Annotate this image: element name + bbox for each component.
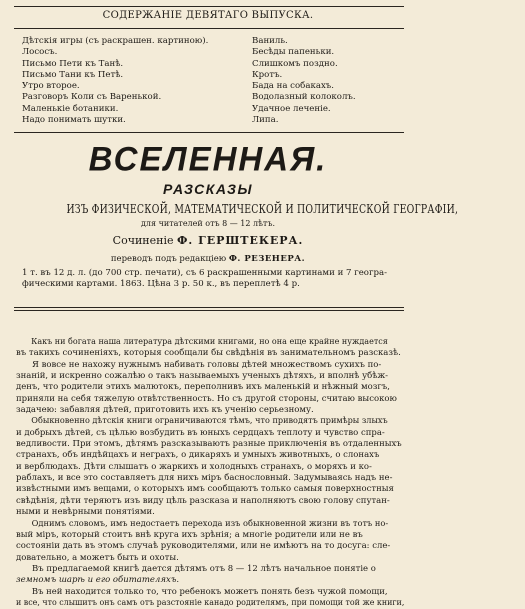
toc-item: [22, 70, 234, 81]
toc-item: Кротъ.: [252, 69, 283, 80]
editor-prefix: переводъ подъ редакціею: [110, 254, 227, 264]
body-line: и все, что слышитъ онъ самъ отъ разстояніе канадо родителямъ, при помощи той же книги,: [16, 597, 405, 608]
book-title: ВСЕЛЕННАЯ.: [88, 139, 328, 178]
book-subtitle: РАЗСКАЗЫ: [163, 181, 253, 197]
editor-name: Ф. РЕЗЕНЕРА.: [228, 254, 306, 264]
toc-item-text: Письмо Тани къ Петѣ.: [22, 69, 124, 80]
toc-item-text: Дѣтскія игры (съ раскрашен. картиною).: [22, 36, 209, 46]
toc-title: СОДЕРЖАНІЕ ДЕВЯТАГО ВЫПУСКА.: [102, 10, 314, 21]
toc-item: [22, 115, 234, 126]
book-description: ИЗЪ ФИЗИЧЕСКОЙ, МАТЕМАТИЧЕСКОЙ И ПОЛИТИЧЕСКОЙ ГЕОГРАФІИ,: [66, 201, 459, 216]
toc-left-column: [22, 36, 234, 126]
section-rule-2: [14, 310, 404, 311]
body-line: Я вовсе не нахожу нужнымъ набивать головы дѣтей множествомъ сухихъ по-: [32, 359, 382, 370]
body-line: и верблюдахъ. Дѣти слышатъ о жаркихъ и холодныхъ странахъ, о моряхъ и ко-: [16, 461, 372, 472]
toc-item: [22, 81, 234, 92]
book-details: [22, 268, 398, 290]
body-line: ведливости. При этомъ, дѣтямъ разсказываютъ разные приключенія въ отдаленныхъ: [16, 439, 402, 450]
toc-item: Удачное леченіе.: [252, 103, 331, 114]
body-line: знаній, и искренно сожалѣю о такъ называемыхъ ученыхъ дѣтяхъ, и вполнѣ убѣж-: [16, 371, 389, 382]
body-line: Въ ней находится только то, что ребенокъ можетъ понять безъ чужой помощи,: [31, 586, 388, 597]
toc-item: Слишкомъ поздно.: [252, 58, 338, 69]
body-line: довательно, а можетъ быть и охоты.: [16, 552, 179, 563]
toc-right-column: [252, 36, 402, 126]
toc-item: Водолазный колоколъ.: [252, 92, 356, 103]
body-line: Однимъ словомъ, имъ недостаетъ перехода изъ обыкновенной жизни въ тотъ но-: [31, 518, 389, 529]
details-line: фическими картами. 1863. Цѣна 3 р. 50 к., въ переплетѣ 4 р.: [22, 279, 300, 289]
toc-item-text: Утро второе.: [22, 81, 80, 92]
toc-item: [22, 59, 234, 70]
toc-item-text: Письмо Пети къ Танѣ.: [22, 58, 124, 69]
body-line: извѣстными имъ вещами, о которыхъ имъ сообщаютъ только самыя поверхностныя: [16, 484, 394, 495]
toc-title-rule: [14, 28, 404, 29]
body-line: и добрыхъ дѣтей, съ цѣлью возбудить въ юныхъ сердцахъ теплоту и чувство спра-: [16, 427, 385, 438]
book-editor: [0, 254, 416, 264]
details-line: 1 т. въ 12 д. л. (до 700 стр. печати), съ 6 раскрашенными картинами и 7 геогра-: [22, 268, 388, 278]
toc-item-text: Маленькіе ботаники.: [22, 103, 119, 114]
section-rule-1: [14, 307, 404, 308]
toc-item: Бесѣды папеньки.: [252, 47, 335, 58]
toc-item-text: Лососъ.: [22, 47, 58, 58]
toc-bottom-rule: [14, 132, 404, 133]
toc-item-text: Надо понимать шутки.: [22, 115, 126, 126]
toc-item-text: Разговоръ Коли съ Варенькой.: [22, 92, 162, 103]
toc-item: [22, 36, 234, 47]
body-line: раблахъ, и все это составляетъ для нихъ міръ баснословный. Задумываясь надъ не-: [16, 473, 393, 484]
body-line: приняли на себя тяжелую отвѣтственность. Но съ другой стороны, считаю высокою: [16, 393, 397, 404]
author-prefix: Сочиненіе: [112, 234, 174, 247]
toc-item: Липа.: [252, 115, 279, 126]
body-text: [16, 337, 404, 609]
body-line: вый міръ, который стоитъ внѣ круга ихъ зрѣнія; а многіе родители или не въ: [16, 529, 363, 540]
body-line: Обыкновенно дѣтскія книги ограничиваются тѣмъ, что приводятъ примѣры злыхъ: [31, 416, 388, 427]
toc-item: [22, 92, 234, 103]
book-author: [0, 234, 416, 247]
body-line: Какъ ни богата наша литература дѣтскими книгами, но она еще крайне нуждается: [31, 337, 388, 347]
book-ages: для читателей отъ 8 — 12 лѣтъ.: [140, 219, 275, 228]
body-line: задачею: забавляя дѣтей, приготовить ихъ къ ученію серьезному.: [16, 405, 314, 416]
body-line: въ такихъ сочиненіяхъ, которыя сообщали бы свѣдѣнія въ занимательномъ разсказѣ.: [16, 348, 401, 359]
toc-item: [22, 104, 234, 115]
toc-item: [22, 47, 234, 58]
body-line: денъ, что родители этихъ малютокъ, переполнивъ ихъ маленькій и нѣжный мозгъ,: [16, 382, 390, 393]
body-line: ными и невѣрными понятіями.: [16, 507, 155, 518]
body-line: Въ предлагаемой книгѣ дается дѣтямъ отъ 8 — 12 лѣтъ начальное понятіе о: [32, 563, 376, 574]
toc-item: Бада на собакахъ.: [252, 81, 334, 92]
top-rule: [14, 6, 404, 7]
body-line: странахъ, объ индѣйцахъ и неграхъ, о дикаряхъ и умныхъ животныхъ, о слонахъ: [16, 450, 380, 461]
author-name: Ф. ГЕРШТЕКЕРА.: [177, 234, 304, 247]
body-line: состояніи дать въ этомъ случаѣ руководителями, или не имѣютъ на то досуга: сле-: [16, 541, 391, 552]
toc-item: Ваниль.: [252, 36, 288, 46]
body-line: свѣдѣнія, дѣти теряютъ изъ виду цѣль разсказа и наполняютъ свою голову спутан-: [16, 495, 390, 506]
body-line: земномъ шарѣ и его обитателяхъ.: [16, 575, 180, 586]
